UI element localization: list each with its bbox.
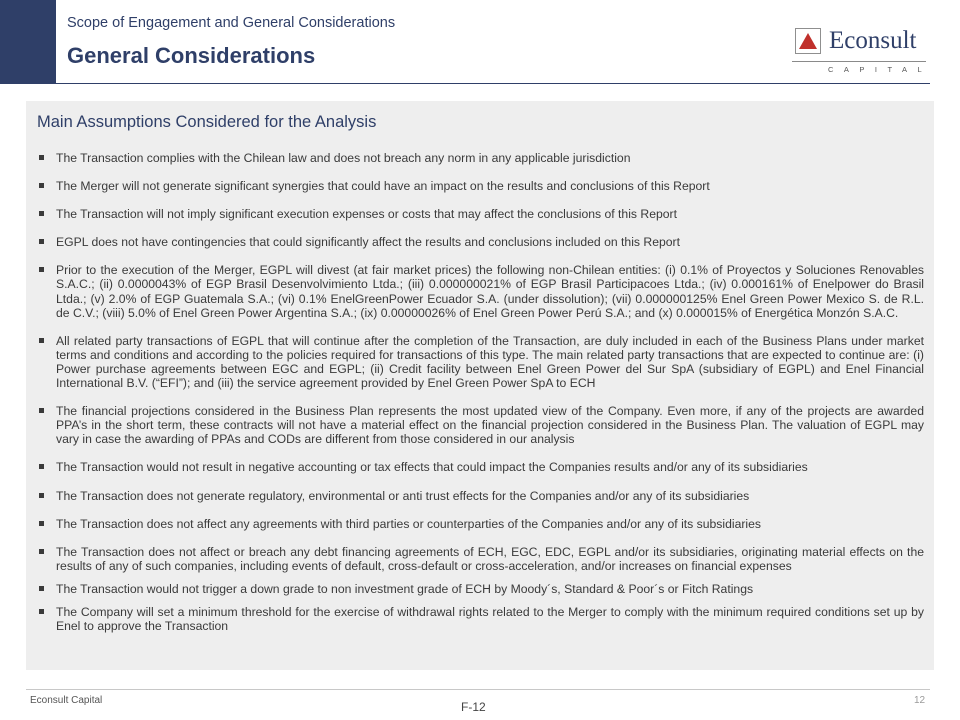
list-item bbox=[38, 460, 924, 474]
footer-divider bbox=[26, 689, 930, 690]
list-item-text: The Transaction would not trigger a down grade to non investment grade of ECH by Moody´s, Standard & Poor´s or Fitch Ratings bbox=[56, 581, 754, 596]
square-bullet-icon bbox=[39, 549, 44, 554]
square-bullet-icon bbox=[39, 586, 44, 591]
list-item bbox=[38, 517, 924, 531]
square-bullet-icon bbox=[39, 239, 44, 244]
logo-triangle-icon bbox=[795, 28, 821, 54]
square-bullet-icon bbox=[39, 493, 44, 498]
list-item bbox=[38, 179, 924, 193]
list-item-text: The Merger will not generate significant synergies that could have an impact on the results and conclusions of this Report bbox=[56, 179, 710, 194]
list-item bbox=[38, 582, 924, 596]
square-bullet-icon bbox=[39, 521, 44, 526]
square-bullet-icon bbox=[39, 267, 44, 272]
list-item-text: The Transaction complies with the Chilean law and does not breach any norm in any applicable jurisdiction bbox=[56, 151, 631, 165]
econsult-logo bbox=[792, 26, 933, 76]
footer-reference: F-12 bbox=[461, 700, 486, 714]
list-item-text: The Company will set a minimum threshold for the exercise of withdrawal rights related to the Merger to comply with the minimum required conditions set up by Enel to approve the Transaction bbox=[56, 604, 924, 634]
list-item-text: The financial projections considered in the Business Plan represents the most updated view of the Company. Even more, if any of the projects are awarded PPA’s in the short term, these contracts will not have a material effect on the financial projection considered in the Business Plan. The valuation of EGPL may vary in case the awarding of PPAs and CODs are different from those considered in our analysis bbox=[56, 404, 924, 447]
list-item bbox=[38, 334, 924, 390]
logo-name: Econsult bbox=[829, 27, 917, 54]
logo-divider bbox=[792, 61, 926, 62]
square-bullet-icon bbox=[39, 609, 44, 614]
list-item bbox=[38, 263, 924, 319]
list-item-text: Prior to the execution of the Merger, EGPL will divest (at fair market prices) the following non-Chilean entities: (i) 0.1% of Proyectos y Soluciones Renovables S.A.C.; (ii) 0.0000043% of EGP Brasil Desenvolvimiento Ltda.; (iii) 0.000000021% of EGP Brasil Participacoes Ltda.; (iv) 0.000161% of Enelpower do Brasil Ltda.; (v) 2.0% of EGP Guatemala S.A.; (vi) 0.1% EnelGreenPower Ecuador S.A. (under dissolution); (vii) 0.000000125% Enel Green Power Mexico S. de R.L. de C.V.; (viii) 5.0% of Enel Green Power Argentina S.A.; (ix) 0.00000026% of Enel Green Power Perú S.A.; and (x) 0.000015% of Energética Monzón S.A.C. bbox=[56, 263, 924, 320]
page-number: 12 bbox=[914, 695, 926, 706]
list-item-text: The Transaction does not affect any agreements with third parties or counterparties of the Companies and/or any of its subsidiaries bbox=[56, 516, 761, 531]
list-item bbox=[38, 404, 924, 446]
header-divider bbox=[56, 83, 930, 84]
triangle-icon bbox=[799, 33, 817, 49]
list-item-text: The Transaction would not result in negative accounting or tax effects that could impact the Companies results and/or any of its subsidiaries bbox=[56, 460, 808, 475]
list-item bbox=[38, 235, 924, 249]
page-title: General Considerations bbox=[67, 43, 316, 68]
section-label: Scope of Engagement and General Considerations bbox=[67, 15, 396, 31]
square-bullet-icon bbox=[39, 464, 44, 469]
list-item-text: The Transaction does not affect or breach any debt financing agreements of ECH, EGC, EDC, EGPL and/or its subsidiaries, originating material effects on the results of any of such companies, including events of default, cross-default or cross-acceleration, and/or increases on financial expenses bbox=[56, 544, 924, 573]
list-item bbox=[38, 151, 924, 165]
assumptions-panel bbox=[26, 101, 934, 670]
list-item-text: EGPL does not have contingencies that could significantly affect the results and conclusions included on this Report bbox=[56, 235, 680, 250]
list-item bbox=[38, 489, 924, 503]
panel-heading: Main Assumptions Considered for the Analysis bbox=[37, 113, 377, 131]
header-accent-block bbox=[0, 0, 56, 84]
logo-subtitle: CAPITAL bbox=[828, 65, 933, 74]
square-bullet-icon bbox=[39, 211, 44, 216]
list-item bbox=[38, 605, 924, 633]
square-bullet-icon bbox=[39, 155, 44, 160]
square-bullet-icon bbox=[39, 338, 44, 343]
assumptions-list bbox=[38, 151, 924, 633]
list-item-text: All related party transactions of EGPL that will continue after the completion of the Transaction, are duly included in each of the Business Plans under market terms and conditions and according to the policies required for transactions of this type. The main related party transactions that are expected to continue are: (i) Power purchase agreements between EGC and EGPL; (ii) Credit facility between Enel Green Power del Sur SpA (subsidiary of EGPL) and Enel Financial International B.V. (“EFI”); and (iii) the service agreement provided by Enel Green Power SpA to ECH bbox=[56, 333, 924, 391]
footer-company: Econsult Capital bbox=[30, 695, 103, 706]
list-item-text: The Transaction will not imply significant execution expenses or costs that may affect the conclusions of this Report bbox=[56, 207, 677, 222]
list-item bbox=[38, 545, 924, 573]
list-item bbox=[38, 207, 924, 221]
square-bullet-icon bbox=[39, 408, 44, 413]
square-bullet-icon bbox=[39, 183, 44, 188]
list-item-text: The Transaction does not generate regulatory, environmental or anti trust effects for the Companies and/or any of its subsidiaries bbox=[56, 488, 750, 503]
